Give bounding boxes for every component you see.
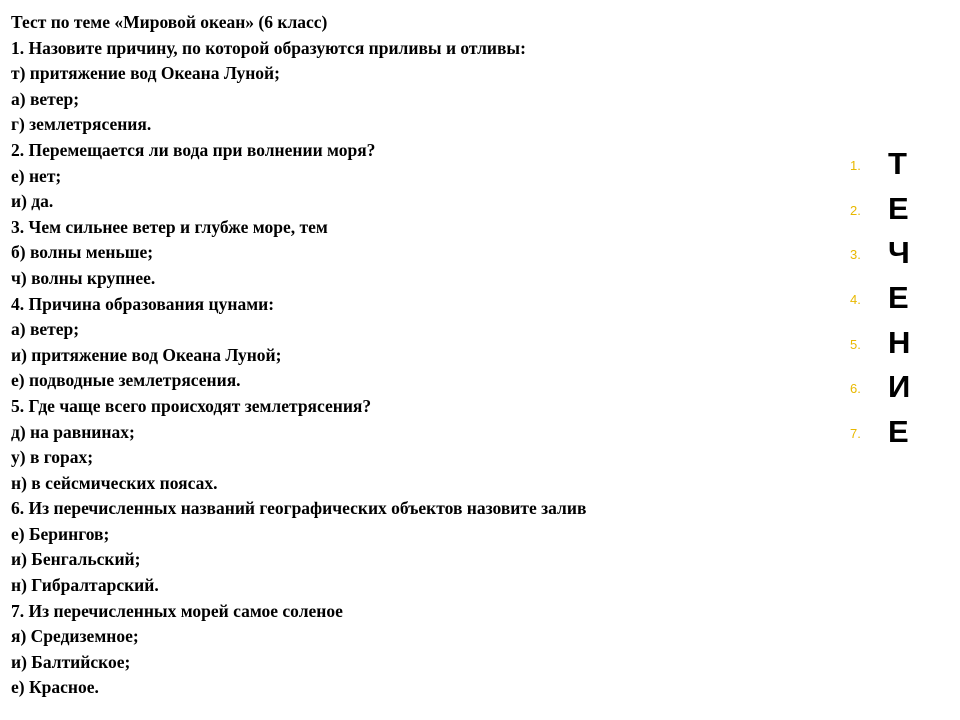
answer-number: 2.: [850, 202, 861, 218]
question-3: 3. Чем сильнее ветер и глубже море, тем: [11, 216, 328, 237]
answer-option: и) Бенгальский;: [11, 549, 141, 570]
answer-key-item: [850, 191, 950, 236]
answer-option: н) в сейсмических поясах.: [11, 472, 218, 493]
question-1: 1. Назовите причину, по которой образуются приливы и отливы:: [11, 37, 526, 58]
answer-number: 6.: [850, 381, 861, 397]
answer-letter: Е: [888, 280, 909, 316]
answer-option: н) Гибралтарский.: [11, 575, 159, 596]
answer-letter: Е: [888, 414, 909, 450]
answer-option: г) землетрясения.: [11, 114, 152, 135]
answer-key-item: [850, 235, 950, 280]
answer-option: я) Средиземное;: [11, 626, 139, 647]
answer-letter: Е: [888, 190, 909, 226]
answer-letter: Н: [888, 324, 911, 360]
answer-option: б) волны меньше;: [11, 242, 154, 263]
answer-number: 1.: [850, 158, 861, 173]
answer-option: ч) волны крупнее.: [11, 267, 156, 288]
answer-option: е) нет;: [11, 165, 62, 186]
question-2: 2. Перемещается ли вода при волнении моря?: [11, 139, 376, 160]
question-6: 6. Из перечисленных названий географических объектов назовите залив: [11, 498, 587, 519]
answer-number: 5.: [850, 336, 861, 352]
answer-key-item: [850, 414, 950, 459]
answer-option: е) Берингов;: [11, 523, 110, 544]
answer-letter: И: [888, 369, 911, 405]
answer-key-item: [850, 325, 950, 370]
answer-number: 3.: [850, 247, 861, 263]
answer-letter: Ч: [888, 235, 910, 271]
answer-number: 4.: [850, 292, 861, 308]
test-text-block: [11, 10, 771, 701]
answer-key-item: [850, 280, 950, 325]
answer-key-item: [850, 369, 950, 414]
answer-option: е) подводные землетрясения.: [11, 370, 241, 391]
question-4: 4. Причина образования цунами:: [11, 293, 275, 314]
answer-key-list: [850, 146, 950, 459]
answer-key-item: [850, 146, 950, 191]
answer-option: а) ветер;: [11, 88, 80, 109]
answer-letter: Т: [888, 146, 907, 181]
answer-option: и) притяжение вод Океана Луной;: [11, 344, 282, 365]
answer-option: и) да.: [11, 191, 54, 212]
answer-number: 7.: [850, 426, 861, 442]
answer-option: т) притяжение вод Океана Луной;: [11, 63, 280, 84]
answer-option: а) ветер;: [11, 319, 80, 340]
question-5: 5. Где чаще всего происходят землетрясения?: [11, 395, 372, 416]
test-title: Тест по теме «Мировой океан» (6 класс): [11, 12, 328, 32]
answer-option: у) в горах;: [11, 447, 94, 468]
answer-option: е) Красное.: [11, 677, 99, 698]
answer-option: д) на равнинах;: [11, 421, 135, 442]
answer-option: и) Балтийское;: [11, 651, 131, 672]
question-7: 7. Из перечисленных морей самое соленое: [11, 600, 343, 621]
